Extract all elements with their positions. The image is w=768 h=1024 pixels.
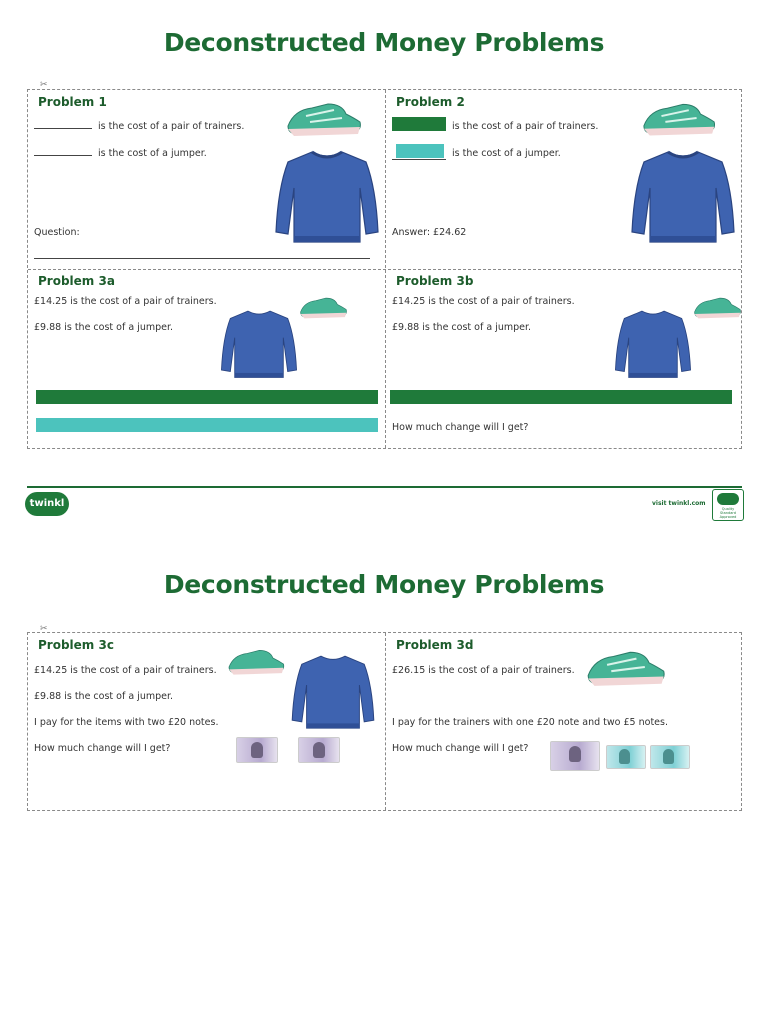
jumper-icon	[630, 148, 736, 248]
scissors-icon: ✂	[40, 80, 48, 90]
problem-title: Problem 2	[396, 95, 465, 109]
jumper-bar-underline	[392, 159, 446, 160]
answer-line[interactable]	[34, 258, 370, 259]
trainers-icon	[584, 643, 670, 691]
problem-title: Problem 3d	[396, 638, 474, 652]
trainers-cost-line: £14.25 is the cost of a pair of trainers.	[34, 296, 217, 307]
jumper-cost-line: £9.88 is the cost of a jumper.	[34, 322, 174, 333]
question-label: How much change will I get?	[392, 422, 529, 433]
trainers-cost-line: is the cost of a pair of trainers.	[34, 121, 244, 132]
jumper-bar	[36, 418, 378, 432]
problem-3a-card	[28, 270, 385, 449]
badge-label: Quality Standard Approved	[719, 507, 737, 519]
question-label: How much change will I get?	[392, 743, 529, 754]
problem-grid-bottom	[27, 632, 742, 811]
jumper-bar	[396, 144, 444, 158]
problem-2-card	[386, 90, 743, 269]
jumper-icon	[274, 148, 380, 248]
trainers-bar	[36, 390, 378, 404]
trainers-cost-line: £14.25 is the cost of a pair of trainers.	[34, 665, 217, 676]
quality-badge	[712, 489, 744, 521]
twenty-pound-note-icon	[550, 741, 600, 771]
problem-title: Problem 3a	[38, 274, 115, 288]
problem-grid-top	[27, 89, 742, 449]
twenty-pound-note-icon	[236, 737, 278, 763]
problem-title: Problem 3b	[396, 274, 474, 288]
total-bar	[390, 390, 732, 404]
jumper-icon	[614, 308, 692, 382]
jumper-icon	[220, 308, 298, 382]
trainers-icon	[640, 96, 720, 140]
jumper-cost-line: £9.88 is the cost of a jumper.	[34, 691, 174, 702]
five-pound-note-icon	[650, 745, 690, 769]
trainers-bar	[392, 117, 446, 131]
trainers-cost-line: is the cost of a pair of trainers.	[452, 121, 599, 132]
question-label: Question:	[34, 227, 80, 238]
problem-3d-card	[386, 633, 743, 812]
footer-divider	[27, 486, 742, 488]
problem-title: Problem 1	[38, 95, 107, 109]
page-title-top: Deconstructed Money Problems	[163, 28, 605, 57]
trainers-icon	[298, 292, 350, 322]
jumper-cost-line: is the cost of a jumper.	[452, 148, 561, 159]
jumper-icon	[290, 653, 376, 733]
jumper-cost-line: is the cost of a jumper.	[34, 148, 207, 159]
twinkl-logo[interactable]: twinkl	[25, 492, 69, 516]
jumper-cost-line: £9.88 is the cost of a jumper.	[392, 322, 532, 333]
trainers-icon	[226, 643, 288, 679]
problem-3b-card	[386, 270, 743, 449]
trainers-cost-line: £26.15 is the cost of a pair of trainers.	[392, 665, 575, 676]
visit-link[interactable]: visit twinkl.com	[652, 500, 706, 507]
trainers-cost-line: £14.25 is the cost of a pair of trainers.	[392, 296, 575, 307]
answer-label: Answer: £24.62	[392, 227, 467, 238]
trainers-icon	[692, 292, 744, 322]
five-pound-note-icon	[606, 745, 646, 769]
payment-line: I pay for the items with two £20 notes.	[34, 717, 219, 728]
badge-logo-icon	[717, 493, 739, 505]
trainers-icon	[284, 96, 366, 140]
problem-1-card	[28, 90, 385, 269]
scissors-icon: ✂	[40, 624, 48, 634]
payment-line: I pay for the trainers with one £20 note and two £5 notes.	[392, 717, 668, 728]
page-title-bottom: Deconstructed Money Problems	[163, 570, 605, 599]
problem-3c-card	[28, 633, 385, 812]
question-label: How much change will I get?	[34, 743, 171, 754]
twenty-pound-note-icon	[298, 737, 340, 763]
problem-title: Problem 3c	[38, 638, 114, 652]
